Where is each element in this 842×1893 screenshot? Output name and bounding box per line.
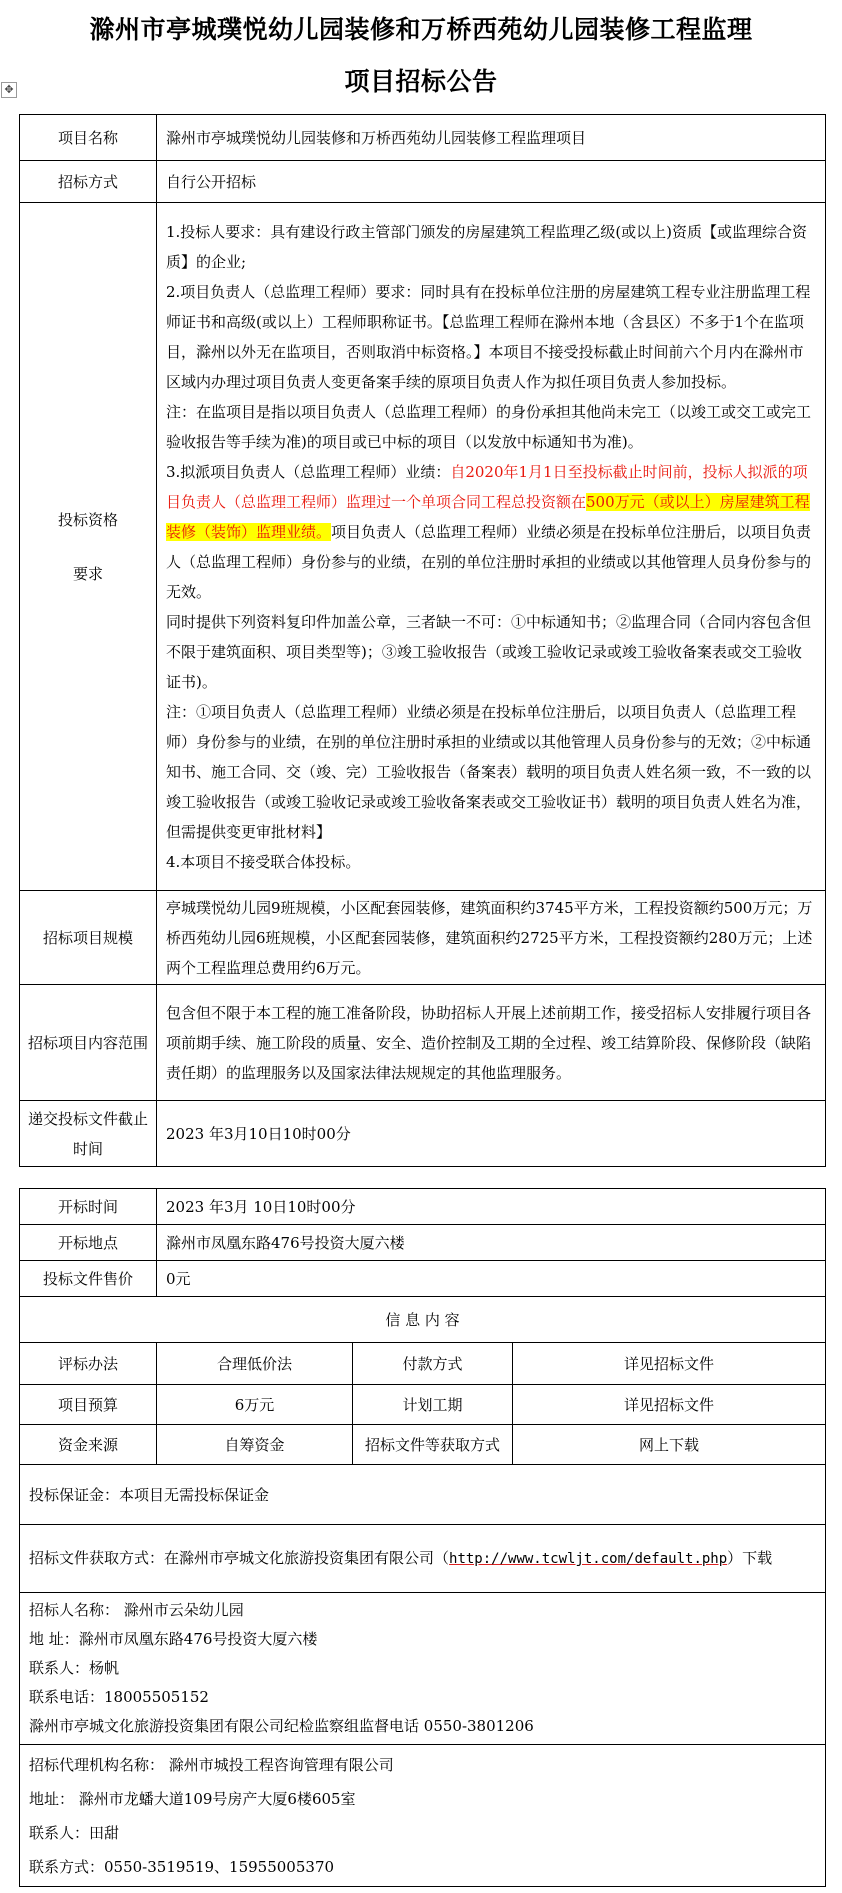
performance-lead: 3.拟派项目负责人（总监理工程师）业绩： <box>166 462 451 481</box>
qualification-item-2: 2.项目负责人（总监理工程师）要求：同时具有在投标单位注册的房屋建筑工程专业注册监理工程师证书和高级(或以上）工程师职称证书。【总监理工程师在滁州本地（含县区）不多于1个在监项目，滁州以外无在监项目，否则取消中标资格。】本项目不接受投标截止时间前六个月内在滁州市区域内办理过项目负责人变更备案手续的原项目负责人作为拟任项目负责人参加投标。 <box>166 282 811 391</box>
info-cell: 网上下载 <box>513 1425 826 1465</box>
qualification-label <box>20 203 157 891</box>
info-cell: 6万元 <box>157 1385 353 1425</box>
info-cell: 付款方式 <box>353 1343 513 1385</box>
tenderer-address: 地 址：滁州市凤凰东路476号投资大厦六楼 <box>29 1630 318 1648</box>
performance-red-text: 自2020年1月1日至投标截止时间前，投标人拟派的项目负责人（总监理工程师）监理过一个单项合同工程总投资额在 <box>166 462 808 511</box>
opening-place-label: 开标地点 <box>20 1225 157 1261</box>
tenderer-phone: 联系电话：18005505152 <box>29 1688 209 1706</box>
obtain-suffix: ）下载 <box>727 1549 773 1567</box>
table-row <box>20 1261 826 1297</box>
table-row <box>20 1425 826 1465</box>
qualification-documents: 同时提供下列资料复印件加盖公章，三者缺一不可：①中标通知书；②监理合同（合同内容包含但不限于建筑面积、项目类型等)；③竣工验收报告（或竣工验收记录或竣工验收备案表或交工验收证书)。 <box>166 612 812 691</box>
info-cell: 合理低价法 <box>157 1343 353 1385</box>
submission-deadline-value: 2023 年3月10日10时00分 <box>157 1101 826 1167</box>
qualification-content <box>157 203 826 891</box>
opening-place-value: 滁州市凤凰东路476号投资大厦六楼 <box>157 1225 826 1261</box>
announcement-table-part-2 <box>19 1188 826 1887</box>
agency-info <box>20 1745 826 1887</box>
table-row <box>20 1465 826 1525</box>
info-cell: 自筹资金 <box>157 1425 353 1465</box>
table-row <box>20 1745 826 1887</box>
info-cell: 评标办法 <box>20 1343 157 1385</box>
info-cell: 计划工期 <box>353 1385 513 1425</box>
performance-rest: 项目负责人（总监理工程师）业绩必须是在投标单位注册后，以项目负责人（总监理工程师）身份参与的业绩，在别的单位注册时承担的业绩或以其他管理人员身份参与的无效。 <box>166 522 812 601</box>
performance-highlight-text: 500万元（或以上）房屋建筑工程装修（装饰）监理业绩。 <box>166 492 810 541</box>
qualification-item-3 <box>166 457 816 607</box>
table-row <box>20 203 826 891</box>
page-break <box>0 1172 842 1188</box>
table-row <box>20 1593 826 1745</box>
table-row <box>20 161 826 203</box>
project-name-label: 项目名称 <box>20 115 157 161</box>
table-row <box>20 891 826 985</box>
document-price-value: 0元 <box>157 1261 826 1297</box>
project-scope-label: 招标项目内容范围 <box>20 985 157 1101</box>
qualification-note-2: 注：①项目负责人（总监理工程师）业绩必须是在投标单位注册后，以项目负责人（总监理工程师）身份参与的业绩，在别的单位注册时承担的业绩或以其他管理人员身份参与的无效；②中标通知书、施工合同、交（竣、完）工验收报告（备案表）载明的项目负责人姓名须一致，不一致的以竣工验收报告（或竣工验收记录或竣工验收备案表或交工验收证书）载明的项目负责人姓名为准，但需提供变更审批材料】 <box>166 702 812 841</box>
page-title-line-2: 项目招标公告 <box>344 67 498 96</box>
download-link[interactable]: http://www.tcwljt.com/default.php <box>449 1551 728 1567</box>
table-row <box>20 1101 826 1167</box>
table-move-handle-icon[interactable]: ✥ <box>1 82 17 98</box>
project-name-value: 滁州市亭城璞悦幼儿园装修和万桥西苑幼儿园装修工程监理项目 <box>157 115 826 161</box>
supervision-phone: 滁州市亭城文化旅游投资集团有限公司纪检监察组监督电话 0550-3801206 <box>29 1717 534 1735</box>
bid-bond-info: 投标保证金：本项目无需投标保证金 <box>20 1465 826 1525</box>
document-price-label: 投标文件售价 <box>20 1261 157 1297</box>
opening-time-value: 2023 年3月 10日10时00分 <box>157 1189 826 1225</box>
info-cell: 项目预算 <box>20 1385 157 1425</box>
info-cell: 资金来源 <box>20 1425 157 1465</box>
info-cell: 详见招标文件 <box>513 1385 826 1425</box>
table-row <box>20 1525 826 1593</box>
qualification-label-line-1: 投标资格 <box>57 510 118 529</box>
qualification-item-1: 1.投标人要求：具有建设行政主管部门颁发的房屋建筑工程监理乙级(或以上)资质【或监理综合资质】的企业; <box>166 222 808 271</box>
tenderer-contact: 联系人：杨帆 <box>29 1659 120 1677</box>
document-obtain-info <box>20 1525 826 1593</box>
tenderer-info <box>20 1593 826 1745</box>
obtain-prefix: 招标文件获取方式：在滁州市亭城文化旅游投资集团有限公司（ <box>29 1549 450 1567</box>
table-row <box>20 1189 826 1225</box>
agency-name: 招标代理机构名称： 滁州市城投工程咨询管理有限公司 <box>29 1755 394 1774</box>
table-row <box>20 115 826 161</box>
project-scale-label: 招标项目规模 <box>20 891 157 985</box>
tender-method-value: 自行公开招标 <box>157 161 826 203</box>
qualification-label-line-2: 要求 <box>72 564 103 583</box>
tenderer-name: 招标人名称： 滁州市云朵幼儿园 <box>29 1601 244 1619</box>
submission-deadline-label: 递交投标文件截止时间 <box>20 1101 157 1167</box>
qualification-item-4: 4.本项目不接受联合体投标。 <box>166 852 361 871</box>
opening-time-label: 开标时间 <box>20 1189 157 1225</box>
agency-phone: 联系方式：0550-3519519、15955005370 <box>29 1857 335 1876</box>
agency-address: 地址： 滁州市龙蟠大道109号房产大厦6楼605室 <box>29 1789 356 1808</box>
table-row <box>20 1343 826 1385</box>
announcement-table-part-1 <box>19 114 826 1167</box>
page-title-line-1: 滁州市亭城璞悦幼儿园装修和万桥西苑幼儿园装修工程监理 <box>89 15 753 44</box>
project-scope-value: 包含但不限于本工程的施工准备阶段，协助招标人开展上述前期工作，接受招标人安排履行项目各项前期手续、施工阶段的质量、安全、造价控制及工期的全过程、竣工结算阶段、保修阶段（缺陷责任期）的监理服务以及国家法律法规规定的其他监理服务。 <box>157 985 826 1101</box>
agency-contact: 联系人：田甜 <box>29 1823 120 1842</box>
tender-method-label: 招标方式 <box>20 161 157 203</box>
table-row <box>20 985 826 1101</box>
table-row <box>20 1385 826 1425</box>
qualification-note-1: 注：在监项目是指以项目负责人（总监理工程师）的身份承担其他尚未完工（以竣工或交工或完工验收报告等手续为准)的项目或已中标的项目（以发放中标通知书为准)。 <box>166 402 812 451</box>
info-cell: 招标文件等获取方式 <box>353 1425 513 1465</box>
project-scale-value: 亭城璞悦幼儿园9班规模，小区配套园装修，建筑面积约3745平方米，工程投资额约500万元；万桥西苑幼儿园6班规模，小区配套园装修，建筑面积约2725平方米，工程投资额约280万元；上述两个工程监理总费用约6万元。 <box>157 891 826 985</box>
info-section-header: 信 息 内 容 <box>20 1297 826 1343</box>
table-row <box>20 1297 826 1343</box>
info-cell: 详见招标文件 <box>513 1343 826 1385</box>
table-row <box>20 1225 826 1261</box>
